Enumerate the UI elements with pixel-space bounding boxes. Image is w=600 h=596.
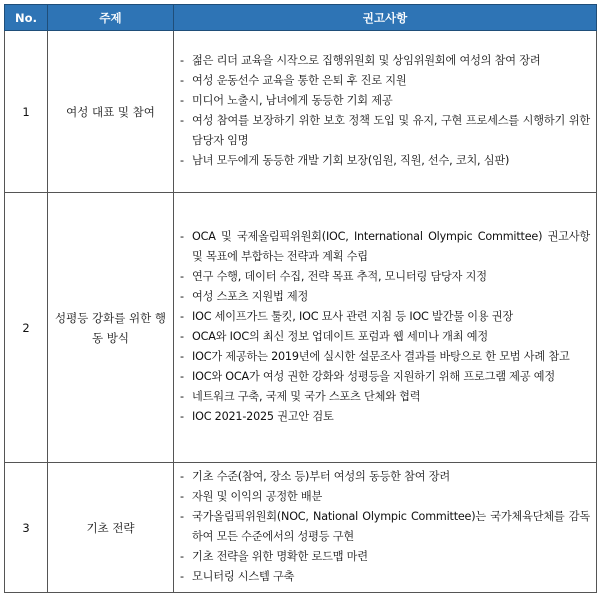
list-item: - 젊은 리더 교육을 시작으로 집행위원회 및 상임위원회에 여성의 참여 장려 bbox=[180, 51, 590, 71]
list-item: - OCA 및 국제올림픽위원회(IOC, International Olympic Committee) 권고사항 및 목표에 부합하는 전략과 계획 수립 bbox=[180, 227, 590, 267]
row-number: 3 bbox=[5, 463, 48, 593]
table-row bbox=[5, 463, 597, 593]
row-recommendations bbox=[174, 31, 597, 193]
list-item: - 미디어 노출시, 남녀에게 동등한 기회 제공 bbox=[180, 91, 590, 111]
row-recommendations bbox=[174, 193, 597, 463]
list-item: - 기초 수준(참여, 장소 등)부터 여성의 동등한 참여 장려 bbox=[180, 467, 590, 487]
header-recommendations: 권고사항 bbox=[174, 5, 597, 31]
list-item: - OCA와 IOC의 최신 정보 업데이트 포럼과 웹 세미나 개최 예정 bbox=[180, 327, 590, 347]
list-item: - 여성 참여를 보장하기 위한 보호 정책 도입 및 유지, 구현 프로세스를 시행하기 위한 담당자 임명 bbox=[180, 111, 590, 151]
list-item: - IOC 2021-2025 권고안 검토 bbox=[180, 407, 590, 427]
list-item: - 기초 전략을 위한 명확한 로드맵 마련 bbox=[180, 547, 590, 567]
list-item: - 모니터링 시스템 구축 bbox=[180, 567, 590, 587]
list-item: - 네트워크 구축, 국제 및 국가 스포츠 단체와 협력 bbox=[180, 387, 590, 407]
header-row bbox=[5, 5, 597, 31]
list-item: - IOC 세이프가드 툴킷, IOC 묘사 관련 지침 등 IOC 발간물 이용 권장 bbox=[180, 307, 590, 327]
list-item: - 여성 스포츠 지원법 제정 bbox=[180, 287, 590, 307]
list-item: - 남녀 모두에게 동등한 개발 기회 보장(임원, 직원, 선수, 코치, 심판) bbox=[180, 151, 590, 171]
recommendation-list bbox=[174, 49, 596, 175]
list-item: - 연구 수행, 데이터 수집, 전략 목표 추적, 모니터링 담당자 지정 bbox=[180, 267, 590, 287]
header-no: No. bbox=[5, 5, 48, 31]
header-topic: 주제 bbox=[48, 5, 174, 31]
list-item: - IOC가 제공하는 2019년에 실시한 설문조사 결과를 바탕으로 한 모범 사례 참고 bbox=[180, 347, 590, 367]
row-topic: 기초 전략 bbox=[48, 463, 174, 593]
table-row bbox=[5, 193, 597, 463]
row-topic: 여성 대표 및 참여 bbox=[48, 31, 174, 193]
recommendations-table bbox=[4, 4, 597, 593]
row-number: 1 bbox=[5, 31, 48, 193]
list-item: - 국가올림픽위원회(NOC, National Olympic Committee)는 국가체육단체를 감독하여 모든 수준에서의 성평등 구현 bbox=[180, 507, 590, 547]
list-item: - 자원 및 이익의 공정한 배분 bbox=[180, 487, 590, 507]
table-row bbox=[5, 31, 597, 193]
recommendation-list bbox=[174, 465, 596, 591]
row-recommendations bbox=[174, 463, 597, 593]
list-item: - 여성 운동선수 교육을 통한 은퇴 후 진로 지원 bbox=[180, 71, 590, 91]
row-number: 2 bbox=[5, 193, 48, 463]
list-item: - IOC와 OCA가 여성 권한 강화와 성평등을 지원하기 위해 프로그램 제공 예정 bbox=[180, 367, 590, 387]
row-topic: 성평등 강화를 위한 행동 방식 bbox=[48, 193, 174, 463]
recommendation-list bbox=[174, 225, 596, 431]
